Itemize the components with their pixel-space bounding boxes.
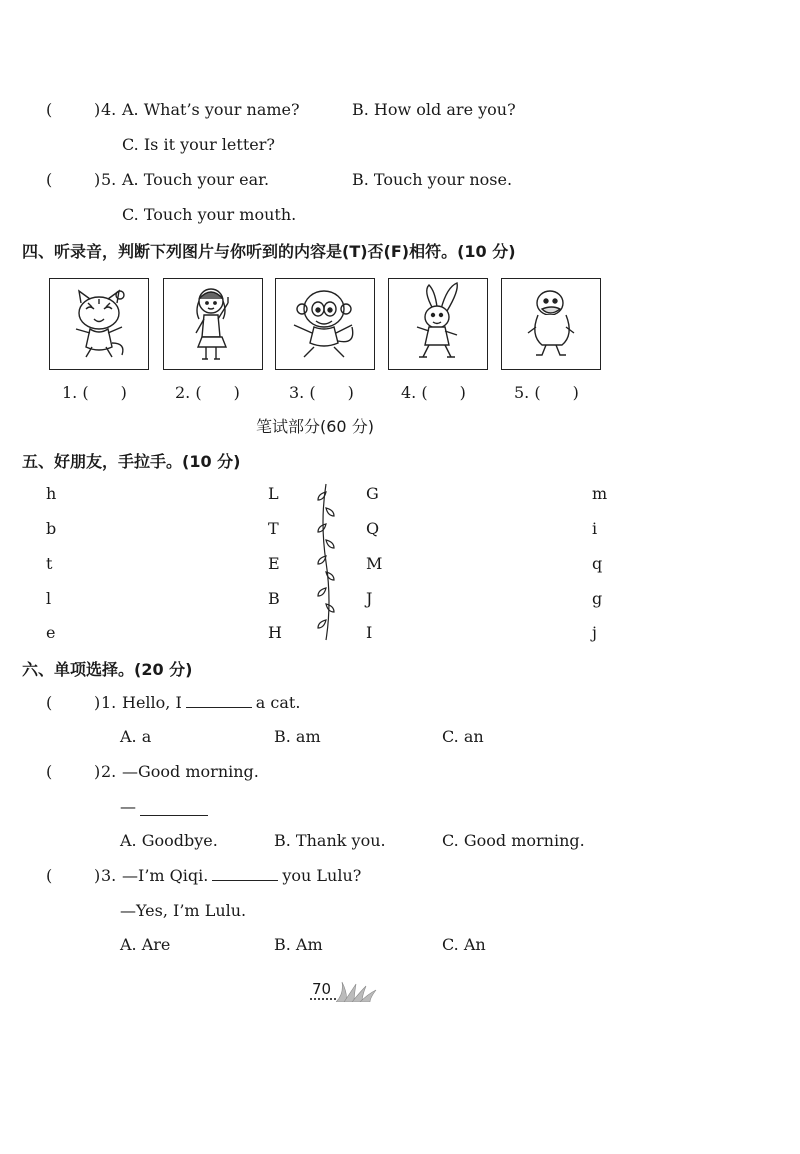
option-c: C. Is it your letter? [122, 135, 275, 154]
letter[interactable]: E [268, 554, 280, 573]
option-b: B. Thank you. [274, 831, 386, 850]
fill-blank[interactable] [212, 866, 278, 881]
fill-blank[interactable] [186, 693, 252, 708]
rabbit-picture [388, 278, 488, 370]
option-c: C. An [442, 935, 486, 954]
option-a: A. Touch your ear. [122, 170, 270, 189]
question-number: 2. [101, 762, 117, 781]
answer-paren-open[interactable]: ( [46, 170, 53, 189]
duck-icon [502, 279, 600, 369]
option-b: B. Am [274, 935, 323, 954]
rabbit-icon [389, 279, 487, 369]
question-text-post: a cat. [255, 693, 301, 712]
section-title-choice: 六、单项选择。(20 分) [22, 660, 193, 679]
girl-picture [163, 278, 263, 370]
question-text [122, 866, 361, 885]
question-text-pre: —I’m Qiqi. [122, 866, 209, 885]
question-text-pre: Hello, I [122, 693, 182, 712]
letter[interactable]: i [592, 519, 598, 538]
letter[interactable]: g [592, 589, 603, 608]
tiger-icon [50, 279, 148, 369]
letter[interactable]: M [366, 554, 383, 573]
letter[interactable]: G [366, 484, 379, 503]
fill-blank[interactable] [140, 815, 208, 816]
letter[interactable]: T [268, 519, 279, 538]
answer-paren-close[interactable]: ) [94, 762, 101, 781]
answer-paren-open[interactable]: ( [46, 866, 53, 885]
answer-paren-open[interactable]: ( [46, 693, 53, 712]
letter[interactable]: j [592, 623, 597, 642]
letter[interactable]: I [366, 623, 373, 642]
letter[interactable]: L [268, 484, 279, 503]
answer-paren-open[interactable]: ( [46, 762, 53, 781]
grass-decoration-icon [336, 980, 378, 1002]
letter[interactable]: h [46, 484, 57, 503]
dash-mark: — [120, 797, 136, 816]
page-number-dots [310, 998, 336, 1000]
option-a: A. Goodbye. [120, 831, 218, 850]
letter[interactable]: q [592, 554, 603, 573]
vine-divider-icon [314, 482, 338, 642]
letter[interactable]: Q [366, 519, 380, 538]
letter[interactable]: m [592, 484, 608, 503]
tiger-picture [49, 278, 149, 370]
option-b: B. Touch your nose. [352, 170, 513, 189]
question-number: 4. [101, 100, 117, 119]
answer-paren-close[interactable]: ) [94, 866, 101, 885]
option-c: C. an [442, 727, 484, 746]
page-number: 70 [312, 980, 332, 998]
letter[interactable]: e [46, 623, 56, 642]
question-number: 5. [101, 170, 117, 189]
picture-answer-2[interactable]: 2. ( ) [175, 383, 240, 402]
question-text [122, 693, 300, 712]
girl-icon [164, 279, 262, 369]
written-part-title: 笔试部分(60 分) [256, 417, 374, 436]
answer-line: —Yes, I’m Lulu. [120, 901, 247, 920]
option-b: B. am [274, 727, 321, 746]
letter[interactable]: B [268, 589, 280, 608]
option-a: A. Are [120, 935, 171, 954]
monkey-icon [276, 279, 374, 369]
letter[interactable]: t [46, 554, 53, 573]
answer-paren-close[interactable]: ) [94, 170, 101, 189]
option-c: C. Touch your mouth. [122, 205, 297, 224]
question-text: —Good morning. [122, 762, 259, 781]
question-number: 1. [101, 693, 117, 712]
monkey-picture [275, 278, 375, 370]
picture-answer-3[interactable]: 3. ( ) [289, 383, 354, 402]
option-a: A. a [120, 727, 152, 746]
picture-answer-4[interactable]: 4. ( ) [401, 383, 466, 402]
letter[interactable]: J [366, 589, 373, 608]
letter[interactable]: H [268, 623, 282, 642]
section-title-matching: 五、好朋友，手拉手。(10 分) [22, 452, 241, 471]
picture-answer-5[interactable]: 5. ( ) [514, 383, 579, 402]
question-text-post: you Lulu? [282, 866, 362, 885]
question-number: 3. [101, 866, 117, 885]
picture-answer-1[interactable]: 1. ( ) [62, 383, 127, 402]
option-c: C. Good morning. [442, 831, 585, 850]
letter[interactable]: l [46, 589, 52, 608]
duck-picture [501, 278, 601, 370]
option-a: A. What’s your name? [122, 100, 300, 119]
option-b: B. How old are you? [352, 100, 516, 119]
answer-paren-close[interactable]: ) [94, 100, 101, 119]
letter[interactable]: b [46, 519, 57, 538]
answer-paren-open[interactable]: ( [46, 100, 53, 119]
answer-paren-close[interactable]: ) [94, 693, 101, 712]
section-title-listening: 四、听录音，判断下列图片与你听到的内容是(T)否(F)相符。(10 分) [22, 242, 516, 261]
